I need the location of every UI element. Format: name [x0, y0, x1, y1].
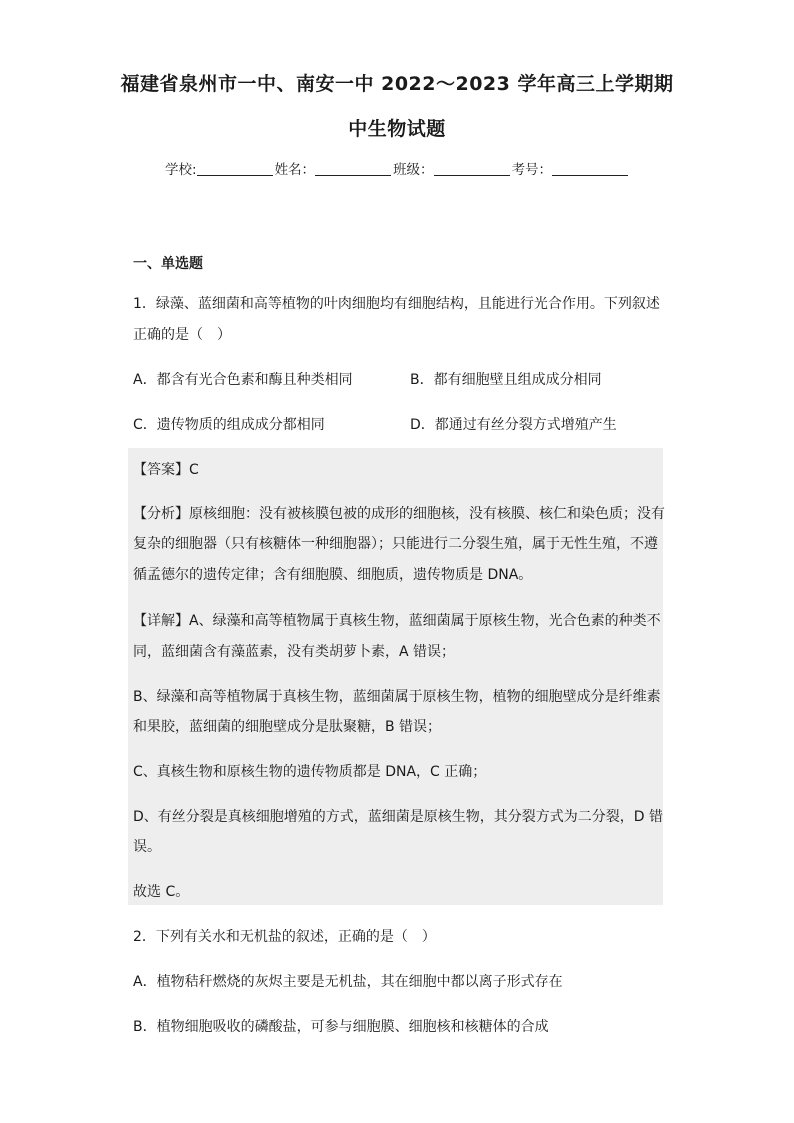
- section-heading: 一、单选题: [133, 256, 203, 272]
- q1-stem-line2: 正确的是（ ）: [133, 327, 231, 343]
- q1-detail-b-line1: B、绿藻和高等植物属于真核生物，蓝细菌属于原核生物，植物的细胞壁成分是纤维素: [133, 689, 661, 705]
- exam-no-label: 考号：: [511, 162, 553, 178]
- q1-detail-c: C、真核生物和原核生物的遗传物质都是 DNA，C 正确；: [133, 764, 487, 780]
- q1-option-b: B．都有细胞壁且组成成分相同: [410, 372, 602, 388]
- q1-detail-a-line1: 【详解】A、绿藻和高等植物属于真核生物，蓝细菌属于原核生物，光合色素的种类不: [133, 613, 661, 629]
- q1-analysis-line2: 复杂的细胞器（只有核糖体一种细胞器）；只能进行二分裂生殖，属于无性生殖，不遵: [133, 536, 658, 552]
- name-label: 姓名：: [274, 162, 316, 178]
- school-label: 学校:: [165, 162, 197, 178]
- class-label: 班级：: [393, 162, 434, 178]
- q1-conclusion: 故选 C。: [133, 884, 190, 900]
- q1-detail-d-line1: D、有丝分裂是真核细胞增殖的方式，蓝细菌是原核生物，其分裂方式为二分裂，D 错: [133, 809, 664, 825]
- class-blank: [434, 161, 510, 176]
- q1-detail-b-line2: 和果胶，蓝细菌的细胞壁成分是肽聚糖，B 错误；: [133, 719, 442, 735]
- q1-analysis-line1: 【分析】原核细胞：没有被核膜包被的成形的细胞核，没有核膜、核仁和染色质；没有: [133, 506, 665, 522]
- page-title: 福建省泉州市一中、南安一中 2022～2023 学年高三上学期期: [120, 73, 674, 95]
- q1-option-d: D．都通过有丝分裂方式增殖产生: [410, 417, 617, 433]
- page-title-line2: 中生物试题: [348, 118, 446, 140]
- q2-option-a: A．植物秸秆燃烧的灰烬主要是无机盐，其在细胞中都以离子形式存在: [133, 974, 563, 990]
- q1-analysis-line3: 循孟德尔的遗传定律；含有细胞膜、细胞质，遗传物质是 DNA。: [133, 567, 533, 583]
- school-blank: [197, 161, 273, 176]
- q1-option-c: C．遗传物质的组成成分都相同: [133, 417, 325, 433]
- name-blank: [315, 161, 391, 176]
- student-info-row: [165, 158, 630, 178]
- q1-detail-d-line2: 误。: [133, 839, 161, 855]
- q1-option-a: A．都含有光合色素和酶且种类相同: [133, 372, 353, 388]
- q1-answer: 【答案】C: [133, 462, 199, 478]
- q2-option-b: B．植物细胞吸收的磷酸盐，可参与细胞膜、细胞核和核糖体的合成: [133, 1019, 549, 1035]
- q1-stem-line1: 1．绿藻、蓝细菌和高等植物的叶肉细胞均有细胞结构，且能进行光合作用。下列叙述: [133, 296, 660, 312]
- q2-stem: 2．下列有关水和无机盐的叙述，正确的是（ ）: [133, 929, 436, 945]
- q1-detail-a-line2: 同，蓝细菌含有藻蓝素，没有类胡萝卜素，A 错误；: [133, 644, 456, 660]
- exam-no-blank: [552, 161, 628, 176]
